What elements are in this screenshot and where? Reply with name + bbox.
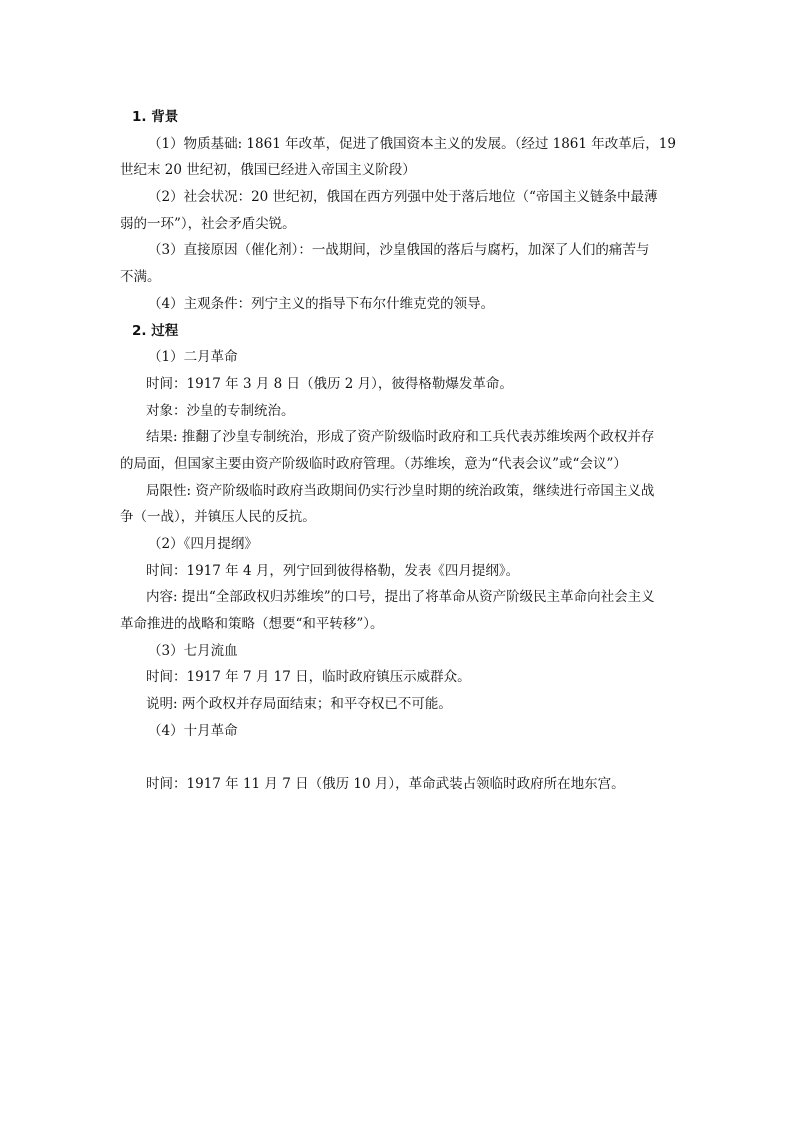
subheading-april-theses: （2）《四月提纲》 — [148, 536, 258, 552]
document-page — [120, 104, 676, 798]
text-line: 内容: 提出“全部政权归苏维埃”的口号，提出了将革命从资产阶级民主革命向社会主义 — [146, 589, 655, 606]
text-line: 局限性: 资产阶级临时政府当政期间仍实行沙皇时期的统治政策，继续进行帝国主义战 — [146, 482, 655, 499]
subheading-october-revolution: （4）十月革命 — [148, 722, 238, 739]
text-line: 弱的一环”），社会矛盾尖锐。 — [120, 215, 296, 232]
text-line: 对象：沙皇的专制统治。 — [146, 402, 295, 419]
text-line: 时间：1917 年 4 月，列宁回到彼得格勒，发表《四月提纲》。 — [146, 562, 520, 579]
text-line: 革命推进的战略和策略（想要“和平转移”）。 — [120, 616, 384, 633]
text-line: （2）社会状况：20 世纪初，俄国在西方列强中处于落后地位（“帝国主义链条中最薄 — [148, 189, 658, 206]
text-line: 世纪末 20 世纪初，俄国已经进入帝国主义阶段） — [120, 162, 416, 179]
subheading-july-days: （3）七月流血 — [148, 642, 238, 659]
text-line: （3）直接原因（催化剂）：一战期间，沙皇俄国的落后与腐朽，加深了人们的痛苦与 — [148, 242, 650, 259]
text-line: 结果: 推翻了沙皇专制统治，形成了资产阶级临时政府和工兵代表苏维埃两个政权并存 — [146, 429, 655, 446]
text-line: 的局面，但国家主要由资产阶级临时政府管理。（苏维埃，意为“代表会议”或“会议”） — [120, 455, 627, 472]
section-heading-background: 1. 背景 — [132, 109, 179, 125]
text-line: 时间：1917 年 7 月 17 日，临时政府镇压示威群众。 — [146, 669, 471, 686]
subheading-february-revolution: （1）二月革命 — [148, 349, 238, 366]
text-line: 不满。 — [120, 269, 161, 286]
section-heading-process: 2. 过程 — [132, 322, 179, 339]
text-line: 说明: 两个政权并存局面结束；和平夺权已不可能。 — [146, 696, 452, 713]
text-line: （4）主观条件：列宁主义的指导下布尔什维克党的领导。 — [148, 295, 495, 312]
text-line: 时间：1917 年 3 月 8 日（俄历 2 月），彼得格勒爆发革命。 — [146, 375, 513, 392]
blank-line — [120, 745, 676, 772]
text-line: 时间：1917 年 11 月 7 日（俄历 10 月），革命武装占领临时政府所在地东宫。 — [146, 776, 625, 793]
text-line: （1）物质基础: 1861 年改革，促进了俄国资本主义的发展。（经过 1861 年改革后，19 — [148, 135, 676, 152]
text-line: 争（一战），并镇压人民的反抗。 — [120, 509, 316, 526]
